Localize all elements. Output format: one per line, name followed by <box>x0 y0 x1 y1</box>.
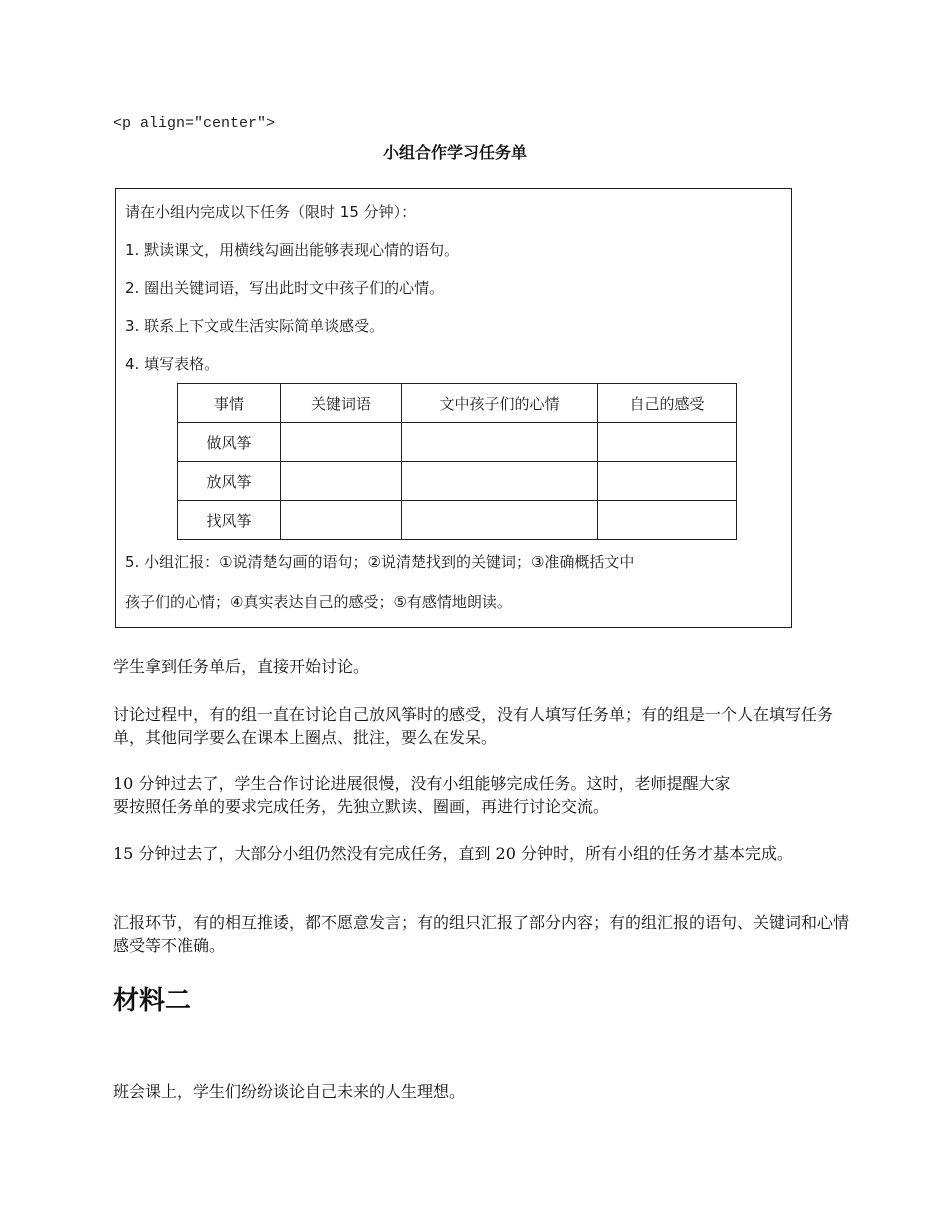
table-cell <box>402 462 598 501</box>
table-row <box>178 462 737 501</box>
paragraph: 班会课上，学生们纷纷谈论自己未来的人生理想。 <box>113 1082 466 1101</box>
table-cell: 做风筝 <box>178 423 281 462</box>
paragraph: 讨论过程中，有的组一直在讨论自己放风筝时的感受，没有人填写任务单；有的组是一个人在填写任务单，其他同学要么在课本上圈点、批注，要么在发呆。 <box>113 705 834 747</box>
table-header-cell: 关键词语 <box>281 384 402 423</box>
table-row <box>178 423 737 462</box>
table-cell <box>402 423 598 462</box>
task-item-3: 3. 联系上下文或生活实际简单谈感受。 <box>125 317 385 335</box>
table-cell <box>598 501 737 540</box>
table-cell <box>598 462 737 501</box>
feelings-table <box>177 383 737 540</box>
table-cell <box>281 501 402 540</box>
section-heading: 材料二 <box>113 986 192 1016</box>
task-item-1: 1. 默读课文，用横线勾画出能够表现心情的语句。 <box>125 241 460 259</box>
table-cell: 找风筝 <box>178 501 281 540</box>
task-intro: 请在小组内完成以下任务（限时 15 分钟）： <box>125 203 417 221</box>
table-header-row <box>178 384 737 423</box>
table-header-cell: 文中孩子们的心情 <box>402 384 598 423</box>
task-item-4: 4. 填写表格。 <box>125 355 220 373</box>
task-item-5-line-2: 孩子们的心情；④真实表达自己的感受；⑤有感情地朗读。 <box>125 593 512 611</box>
table-cell <box>281 423 402 462</box>
table-row <box>178 501 737 540</box>
paragraph: 10 分钟过去了，学生合作讨论进展很慢，没有小组能够完成任务。这时，老师提醒大家 <box>113 774 731 793</box>
table-cell <box>402 501 598 540</box>
table-cell <box>281 462 402 501</box>
raw-html-tag-text: <p align="center"> <box>113 115 276 132</box>
table-cell <box>598 423 737 462</box>
table-header-cell: 自己的感受 <box>598 384 737 423</box>
table-cell: 放风筝 <box>178 462 281 501</box>
paragraph: 汇报环节，有的相互推诿，都不愿意发言；有的组只汇报了部分内容；有的组汇报的语句、关键词和心情感受等不准确。 <box>113 913 850 955</box>
paragraph: 15 分钟过去了，大部分小组仍然没有完成任务，直到 20 分钟时，所有小组的任务才基本完成。 <box>113 844 793 863</box>
table-header-cell: 事情 <box>178 384 281 423</box>
task-item-2: 2. 圈出关键词语，写出此时文中孩子们的心情。 <box>125 279 445 297</box>
paragraph: 学生拿到任务单后，直接开始讨论。 <box>113 657 370 676</box>
paragraph: 要按照任务单的要求完成任务，先独立默读、圈画，再进行讨论交流。 <box>113 797 610 816</box>
task-sheet-title: 小组合作学习任务单 <box>382 143 527 162</box>
task-item-5-line-1: 5. 小组汇报：①说清楚勾画的语句；②说清楚找到的关键词；③准确概括文中 <box>125 553 635 571</box>
task-sheet-box <box>115 188 792 628</box>
